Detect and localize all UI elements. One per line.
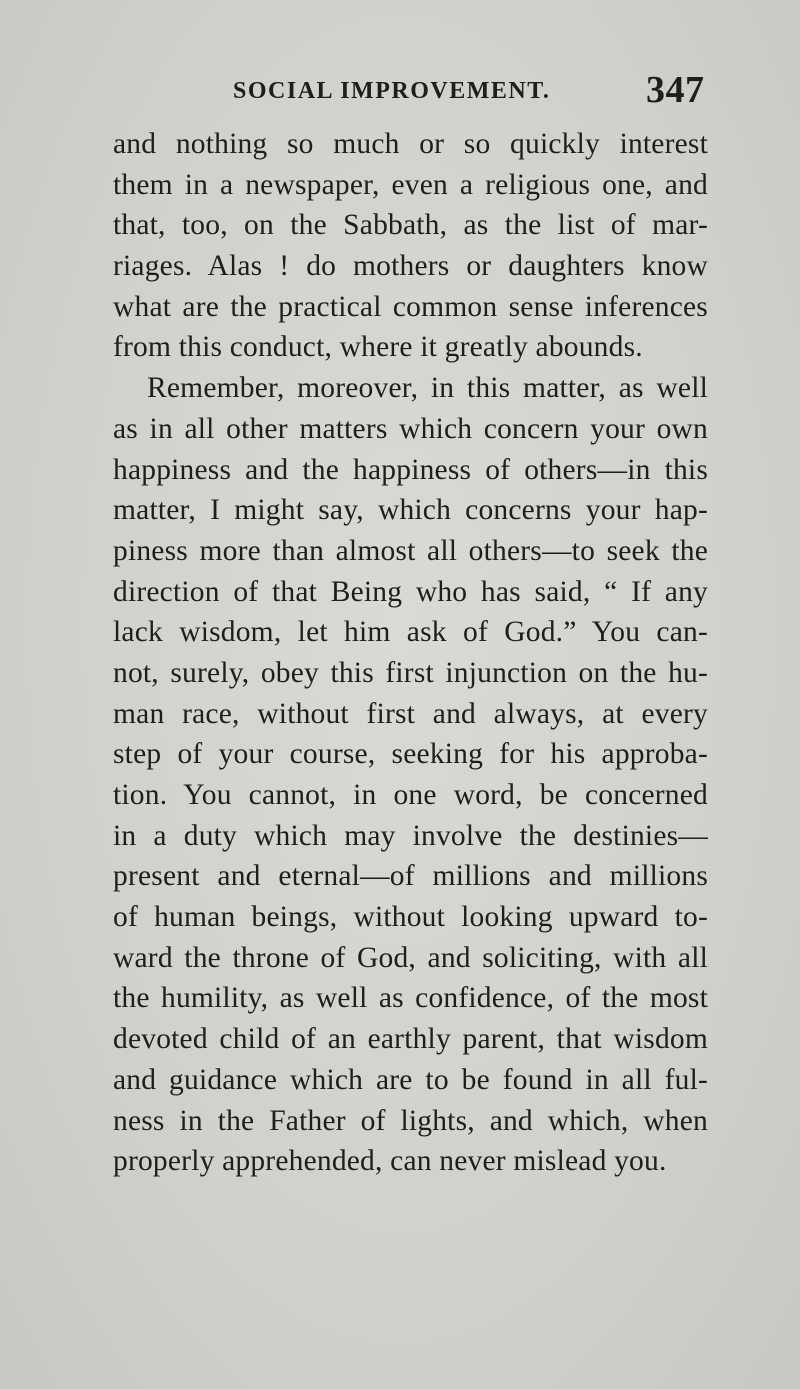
page-header [0, 60, 800, 110]
text-line: lack wisdom, let him ask of God.” You can- [113, 616, 708, 649]
text-line: present and eternal—of millions and millions [113, 860, 708, 893]
text-line: direction of that Being who has said, “ If any [113, 575, 708, 608]
text-line: man race, without first and always, at every [113, 697, 708, 730]
text-line: and nothing so much or so quickly interest [113, 128, 708, 160]
text-line: what are the practical common sense inferences [113, 290, 708, 323]
text-line: matter, I might say, which concerns your hap- [113, 494, 708, 527]
text-line: properly apprehended, can never mislead you. [113, 1145, 667, 1178]
text-line: step of your course, seeking for his approba- [113, 738, 708, 771]
text-line: riages. Alas ! do mothers or daughters know [113, 250, 708, 283]
text-line: ness in the Father of lights, and which, when [113, 1104, 708, 1137]
text-line: that, too, on the Sabbath, as the list of mar- [113, 209, 708, 242]
text-line: as in all other matters which concern your own [113, 412, 708, 445]
body-text [113, 124, 708, 1182]
text-line: tion. You cannot, in one word, be concerned [113, 779, 708, 811]
text-line: them in a newspaper, even a religious one, and [113, 168, 708, 201]
text-line: of human beings, without looking upward to- [113, 901, 708, 934]
text-line: ward the throne of God, and soliciting, with all [113, 941, 708, 974]
text-line: devoted child of an earthly parent, that wisdom [113, 1023, 708, 1056]
text-line: the humility, as well as confidence, of the most [113, 982, 708, 1015]
text-line: in a duty which may involve the destinies— [113, 819, 708, 852]
text-line: and guidance which are to be found in all ful- [113, 1063, 708, 1096]
page-number: 347 [646, 69, 705, 111]
running-head: SOCIAL IMPROVEMENT. [233, 78, 551, 104]
text-line: not, surely, obey this first injunction on the hu- [113, 656, 708, 689]
text-line: from this conduct, where it greatly abounds. [113, 331, 643, 364]
paragraph-first-line: Remember, moreover, in this matter, as well [147, 372, 708, 405]
text-line: happiness and the happiness of others—in this [113, 453, 708, 486]
text-line: piness more than almost all others—to seek the [113, 534, 708, 567]
